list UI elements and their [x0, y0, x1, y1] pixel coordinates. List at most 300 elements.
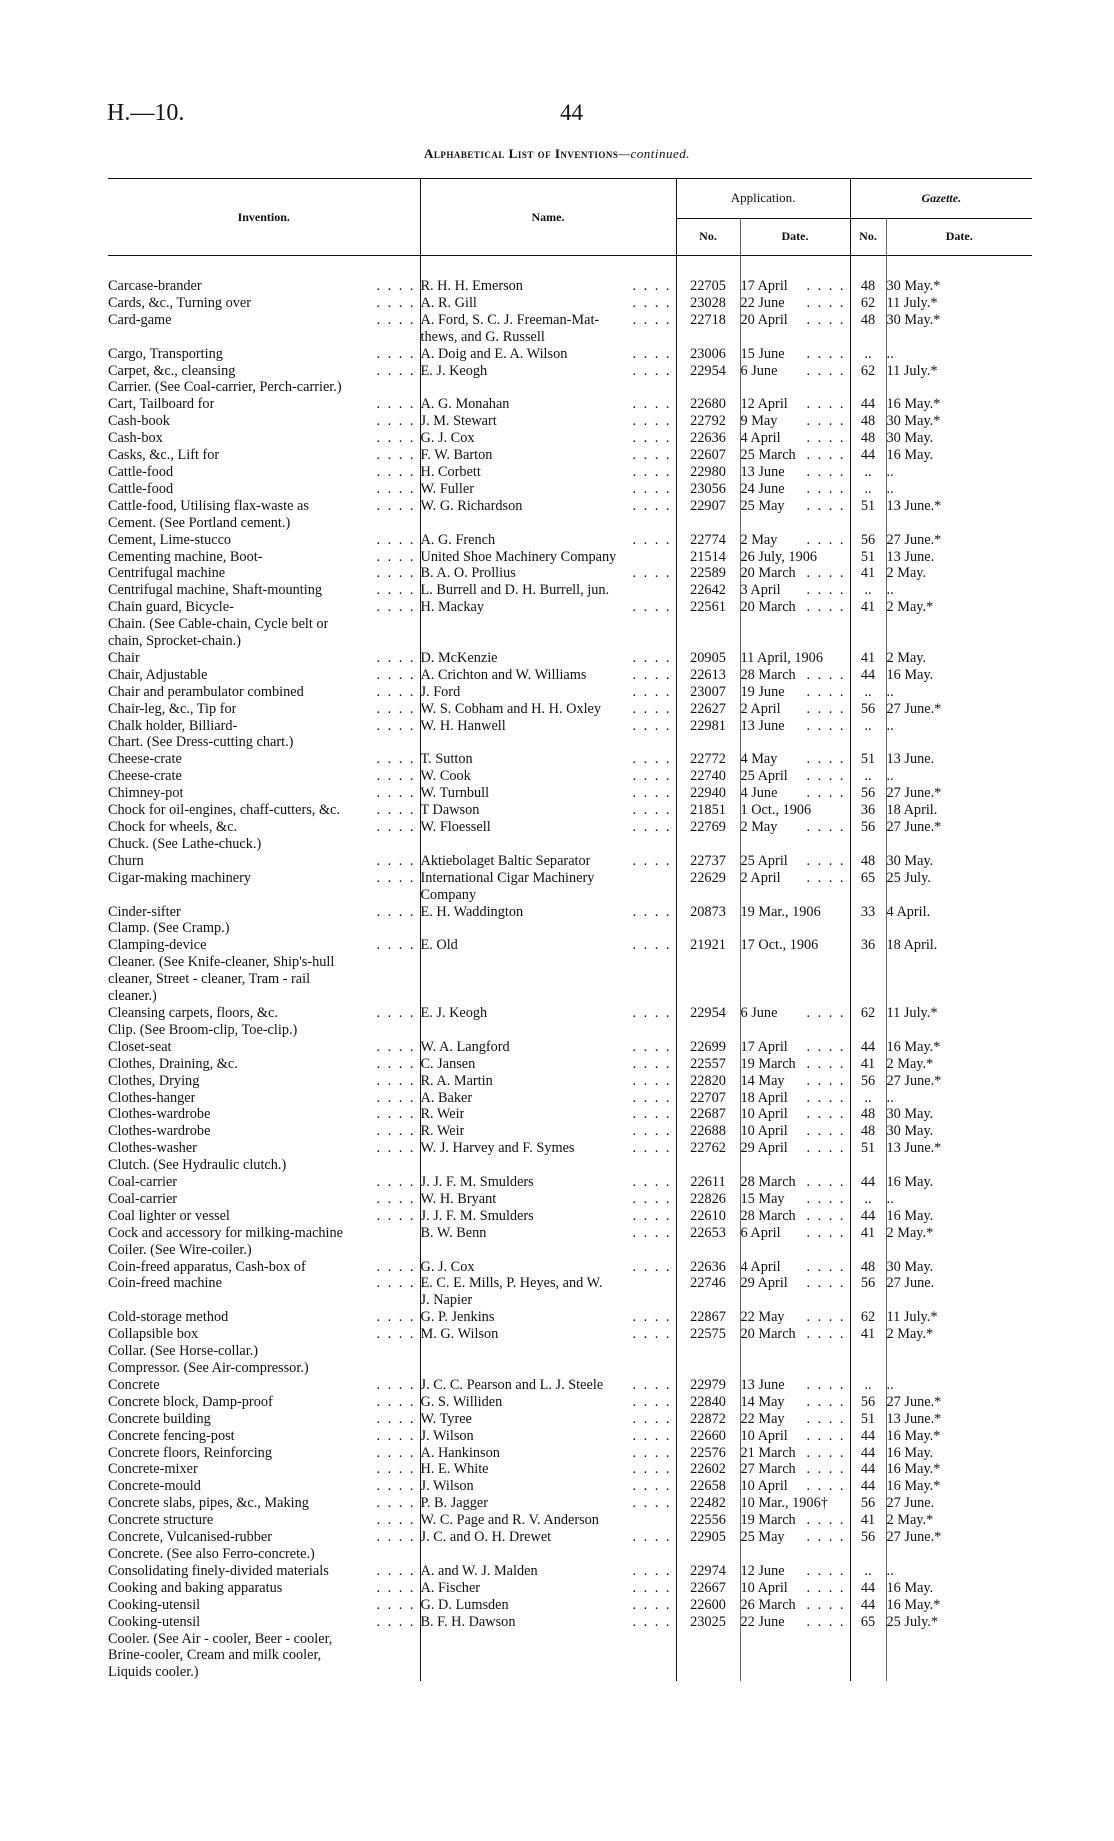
gazette-no-cell: 62: [860, 1309, 876, 1326]
name-cell: A. Ford, S. C. J. Freeman-Mat-: [420, 311, 600, 328]
invention-cell: Cold-storage method: [108, 1309, 229, 1326]
app-date-cell: 20 March: [740, 565, 796, 582]
dot-leader: . . . .: [376, 345, 416, 362]
table-row: [108, 650, 1032, 667]
table-row: [108, 633, 1032, 650]
app-no-cell: 22974: [690, 1562, 726, 1579]
app-date-cell: 12 June: [740, 1562, 785, 1579]
name-cell: United Shoe Machinery Company: [420, 548, 617, 565]
invention-cell: Concrete floors, Reinforcing: [108, 1444, 272, 1461]
name-cell: J. Napier: [420, 1292, 473, 1309]
app-no-cell: 20905: [690, 649, 726, 666]
dot-leader: . . . .: [632, 1123, 672, 1140]
app-no-cell: 22907: [690, 497, 726, 514]
dot-leader: . . . .: [376, 1055, 416, 1072]
table-row: [108, 1461, 1032, 1478]
invention-cell: Cattle-food, Utilising flax-waste as: [108, 497, 309, 514]
dot-leader: . . . .: [376, 683, 416, 700]
invention-cell: Cart, Tailboard for: [108, 396, 215, 413]
invention-cell: Concrete. (See also Ferro-concrete.): [108, 1545, 315, 1562]
app-no-cell: 22980: [690, 463, 726, 480]
gazette-date-cell: ..: [886, 1376, 894, 1393]
app-no-cell: 22867: [690, 1309, 726, 1326]
table-row: [108, 1191, 1032, 1208]
app-no-cell: 22557: [690, 1055, 726, 1072]
invention-cell: Cattle-food: [108, 463, 174, 480]
app-date-cell: 29 April: [740, 1140, 788, 1157]
table-row: [108, 718, 1032, 735]
app-date-cell: 17 April: [740, 1038, 788, 1055]
invention-cell: Collapsible box: [108, 1326, 199, 1343]
app-no-cell: 22575: [690, 1326, 726, 1343]
app-no-cell: 22687: [690, 1106, 726, 1123]
gazette-date-cell: 27 June.: [886, 1495, 935, 1512]
dot-leader: . . . .: [632, 1376, 672, 1393]
app-date-cell: 12 April: [740, 396, 788, 413]
gazette-no-cell: 48: [860, 311, 876, 328]
table-row: [108, 1022, 1032, 1039]
gazette-no-cell: ..: [864, 480, 872, 497]
dot-leader: . . . .: [376, 649, 416, 666]
dot-leader: . . . .: [376, 1106, 416, 1123]
gazette-date-cell: ..: [886, 1190, 894, 1207]
dot-leader: . . . .: [376, 582, 416, 599]
dot-leader: . . . .: [632, 1562, 672, 1579]
app-date-cell: 2 May: [740, 819, 778, 835]
dot-leader: . . . .: [376, 1258, 416, 1275]
dot-leader: . . . .: [806, 785, 846, 802]
name-cell: G. S. Williden: [420, 1393, 503, 1410]
name-cell: A. R. Gill: [420, 294, 477, 311]
app-date-cell: 21 March: [740, 1444, 796, 1461]
invention-cell: cleaner.): [108, 988, 157, 1005]
dot-leader: . . . .: [806, 1562, 846, 1579]
app-no-cell: 22820: [690, 1072, 726, 1089]
gazette-date-cell: 4 April.: [886, 903, 931, 920]
name-cell: W. H. Bryant: [420, 1190, 497, 1207]
dot-leader: . . . .: [376, 1495, 416, 1512]
dot-leader: . . . .: [632, 1410, 672, 1427]
dot-leader: . . . .: [376, 447, 416, 464]
gazette-no-cell: 56: [860, 1529, 876, 1546]
caption-suffix: —continued.: [618, 146, 690, 161]
invention-cell: Chalk holder, Billiard-: [108, 717, 238, 734]
gazette-no-cell: 48: [860, 1106, 876, 1123]
column-header-app-no: No.: [676, 218, 740, 256]
dot-leader: . . . .: [806, 700, 846, 717]
dot-leader: . . . .: [632, 785, 672, 802]
table-row: [108, 363, 1032, 380]
gazette-no-cell: ..: [864, 1376, 872, 1393]
invention-cell: Concrete-mixer: [108, 1461, 198, 1478]
dot-leader: . . . .: [632, 1613, 672, 1630]
gazette-date-cell: 27 June.*: [886, 1072, 942, 1089]
app-no-cell: 22636: [690, 430, 726, 447]
invention-cell: Brine-cooler, Cream and milk cooler,: [108, 1647, 322, 1664]
name-cell: W. Cook: [420, 768, 471, 785]
gazette-no-cell: 41: [860, 565, 876, 582]
gazette-no-cell: 48: [860, 852, 876, 869]
table-row: [108, 1512, 1032, 1529]
name-cell: W. Tyree: [420, 1410, 472, 1427]
invention-cell: Churn: [108, 852, 144, 869]
dot-leader: . . . .: [376, 463, 416, 480]
app-no-cell: 23025: [690, 1613, 726, 1630]
invention-cell: Carcase-brander: [108, 278, 202, 294]
invention-cell: Cigar-making machinery: [108, 869, 252, 886]
gazette-date-cell: 30 May.: [886, 852, 934, 869]
table-row: [108, 1106, 1032, 1123]
dot-leader: . . . .: [632, 1529, 672, 1546]
dot-leader: . . . .: [806, 751, 846, 768]
column-header-name: Name.: [420, 179, 676, 256]
dot-leader: . . . .: [376, 1174, 416, 1191]
table-row: [108, 329, 1032, 346]
dot-leader: . . . .: [806, 683, 846, 700]
app-no-cell: 22718: [690, 311, 726, 328]
invention-cell: Chock for wheels, &c.: [108, 819, 238, 835]
app-no-cell: 22688: [690, 1123, 726, 1140]
name-cell: E. C. E. Mills, P. Heyes, and W.: [420, 1275, 603, 1292]
dot-leader: . . . .: [806, 294, 846, 311]
gazette-date-cell: 30 May.*: [886, 278, 941, 294]
dot-leader: . . . .: [632, 278, 672, 294]
dot-leader: . . . .: [376, 717, 416, 734]
dot-leader: . . . .: [806, 413, 846, 430]
gazette-date-cell: 25 July.: [886, 869, 931, 886]
invention-cell: Clothes, Drying: [108, 1072, 200, 1089]
app-date-cell: 10 April: [740, 1579, 788, 1596]
gazette-label: Gazette.: [921, 190, 962, 205]
invention-cell: Chair, Adjustable: [108, 666, 208, 683]
invention-cell: Clamp. (See Cramp.): [108, 920, 230, 937]
table-row: [108, 1394, 1032, 1411]
table-row: [108, 1157, 1032, 1174]
dot-leader: . . . .: [376, 1275, 416, 1292]
app-date-cell: 19 March: [740, 1055, 796, 1072]
gazette-no-cell: 44: [860, 1461, 876, 1478]
table-row: [108, 920, 1032, 937]
app-no-cell: 22762: [690, 1140, 726, 1157]
gazette-no-cell: 56: [860, 700, 876, 717]
dot-leader: . . . .: [632, 565, 672, 582]
app-no-cell: 22772: [690, 751, 726, 768]
invention-cell: Cash-box: [108, 430, 163, 447]
app-no-cell: 22613: [690, 666, 726, 683]
app-date-cell: 28 March: [740, 1207, 796, 1224]
gazette-date-cell: 2 May.*: [886, 599, 934, 616]
table-row: [108, 1123, 1032, 1140]
name-cell: E. J. Keogh: [420, 1004, 488, 1021]
gazette-date-cell: 27 June.*: [886, 531, 942, 548]
table-row: [108, 1597, 1032, 1614]
gazette-no-cell: 51: [860, 1410, 876, 1427]
dot-leader: . . . .: [806, 1579, 846, 1596]
dot-leader: . . . .: [806, 1376, 846, 1393]
app-date-cell: 10 April: [740, 1478, 788, 1495]
name-cell: J. J. F. M. Smulders: [420, 1207, 534, 1224]
app-date-cell: 4 April: [740, 430, 781, 447]
dot-leader: . . . .: [376, 480, 416, 497]
dot-leader: . . . .: [806, 1393, 846, 1410]
invention-cell: Coin-freed apparatus, Cash-box of: [108, 1258, 306, 1275]
app-no-cell: 22954: [690, 362, 726, 379]
invention-cell: Cooking and baking apparatus: [108, 1579, 283, 1596]
table-row: [108, 498, 1032, 515]
gazette-date-cell: 13 June.: [886, 751, 935, 768]
gazette-no-cell: 44: [860, 1596, 876, 1613]
gazette-date-cell: 2 May.*: [886, 1055, 934, 1072]
table-row: [108, 515, 1032, 532]
app-no-cell: 22746: [690, 1275, 726, 1292]
name-cell: A. Baker: [420, 1089, 473, 1106]
gazette-no-cell: 48: [860, 430, 876, 447]
table-row: [108, 1546, 1032, 1563]
app-no-cell: 22658: [690, 1478, 726, 1495]
table-row: [108, 1039, 1032, 1056]
app-date-cell: 20 March: [740, 1326, 796, 1343]
gazette-no-cell: 56: [860, 531, 876, 548]
table-row: [108, 684, 1032, 701]
gazette-date-cell: 30 May.*: [886, 413, 941, 430]
table-row: [108, 379, 1032, 396]
app-date-cell: 3 April: [740, 582, 781, 599]
gazette-no-cell: 56: [860, 785, 876, 802]
invention-cell: Consolidating finely-divided materials: [108, 1562, 329, 1579]
dot-leader: . . . .: [632, 311, 672, 328]
gazette-date-cell: 2 May.*: [886, 1512, 934, 1529]
gazette-date-cell: 27 June.: [886, 1275, 935, 1292]
gazette-no-cell: 41: [860, 1512, 876, 1529]
gazette-no-cell: 41: [860, 1224, 876, 1241]
table-row: [108, 701, 1032, 718]
dot-leader: . . . .: [806, 1055, 846, 1072]
invention-cell: Cleaner. (See Knife-cleaner, Ship's-hull: [108, 954, 335, 971]
dot-leader: . . . .: [806, 819, 846, 835]
dot-leader: . . . .: [632, 1190, 672, 1207]
table-row: [108, 447, 1032, 464]
dot-leader: . . . .: [376, 497, 416, 514]
app-no-cell: 22602: [690, 1461, 726, 1478]
dot-leader: . . . .: [376, 1512, 416, 1529]
dot-leader: . . . .: [806, 869, 846, 886]
table-row: [108, 870, 1032, 887]
name-cell: H. Mackay: [420, 599, 485, 616]
gazette-date-cell: 16 May.*: [886, 1427, 941, 1444]
app-date-cell: 17 Oct., 1906: [740, 937, 819, 954]
dot-leader: . . . .: [806, 565, 846, 582]
dot-leader: . . . .: [632, 1072, 672, 1089]
invention-cell: Coal-carrier: [108, 1190, 178, 1207]
dot-leader: . . . .: [376, 852, 416, 869]
name-cell: G. P. Jenkins: [420, 1309, 495, 1326]
table-row: [108, 1580, 1032, 1597]
invention-cell: Cooler. (See Air - cooler, Beer - cooler,: [108, 1630, 333, 1647]
dot-leader: . . . .: [806, 1004, 846, 1021]
gazette-no-cell: 56: [860, 1275, 876, 1292]
table-row: [108, 937, 1032, 954]
dot-leader: . . . .: [806, 463, 846, 480]
dot-leader: . . . .: [632, 700, 672, 717]
gazette-no-cell: ..: [864, 768, 872, 785]
name-cell: A. G. French: [420, 531, 496, 548]
name-cell: W. Fuller: [420, 480, 474, 497]
dot-leader: . . . .: [632, 463, 672, 480]
name-cell: Aktiebolaget Baltic Separator: [420, 852, 591, 869]
gazette-date-cell: 18 April.: [886, 802, 938, 819]
gazette-date-cell: 27 June.*: [886, 819, 942, 835]
dot-leader: . . . .: [632, 294, 672, 311]
dot-leader: . . . .: [632, 903, 672, 920]
app-date-cell: 13 June: [740, 1376, 785, 1393]
table-row: [108, 853, 1032, 870]
name-cell: A. G. Monahan: [420, 396, 510, 413]
name-cell: P. B. Jagger: [420, 1495, 489, 1512]
gazette-no-cell: 41: [860, 1326, 876, 1343]
dot-leader: . . . .: [632, 1004, 672, 1021]
app-no-cell: 22660: [690, 1427, 726, 1444]
name-cell: International Cigar Machinery: [420, 869, 595, 886]
dot-leader: . . . .: [806, 1461, 846, 1478]
table-row: [108, 413, 1032, 430]
invention-cell: Cattle-food: [108, 480, 174, 497]
app-no-cell: 22680: [690, 396, 726, 413]
dot-leader: . . . .: [376, 903, 416, 920]
dot-leader: . . . .: [806, 1207, 846, 1224]
dot-leader: . . . .: [632, 819, 672, 835]
table-row: [108, 565, 1032, 582]
table-row: [108, 1631, 1032, 1648]
gazette-date-cell: 2 May.: [886, 649, 927, 666]
dot-leader: . . . .: [376, 311, 416, 328]
dot-leader: . . . .: [376, 937, 416, 954]
gazette-date-cell: 13 June.*: [886, 1140, 942, 1157]
app-no-cell: 22792: [690, 413, 726, 430]
table-row: [108, 1208, 1032, 1225]
name-cell: T Dawson: [420, 802, 480, 819]
table-row: [108, 1664, 1032, 1681]
gazette-no-cell: 65: [860, 869, 876, 886]
app-date-cell: 26 March: [740, 1596, 796, 1613]
gazette-no-cell: 44: [860, 1444, 876, 1461]
table-row: [108, 1056, 1032, 1073]
table-row: [108, 1360, 1032, 1377]
app-date-cell: 18 April: [740, 1089, 788, 1106]
dot-leader: . . . .: [806, 1410, 846, 1427]
dot-leader: . . . .: [632, 1258, 672, 1275]
invention-cell: Concrete, Vulcanised-rubber: [108, 1529, 273, 1546]
invention-cell: Cock and accessory for milking-machine: [108, 1224, 344, 1241]
dot-leader: . . . .: [806, 1512, 846, 1529]
gazette-date-cell: 2 May.*: [886, 1224, 934, 1241]
dot-leader: . . . .: [806, 362, 846, 379]
gazette-date-cell: 30 May.: [886, 1106, 934, 1123]
column-header-invention: Invention.: [108, 179, 420, 256]
table-row: [108, 887, 1032, 904]
dot-leader: . . . .: [376, 396, 416, 413]
dot-leader: . . . .: [632, 480, 672, 497]
name-cell: E. H. Waddington: [420, 903, 524, 920]
gazette-date-cell: 16 May.: [886, 666, 934, 683]
name-cell: B. F. H. Dawson: [420, 1613, 516, 1630]
gazette-date-cell: 2 May.: [886, 565, 927, 582]
dot-leader: . . . .: [632, 768, 672, 785]
dot-leader: . . . .: [376, 1529, 416, 1546]
dot-leader: . . . .: [376, 869, 416, 886]
page-section-code: H.—10.: [107, 100, 185, 126]
column-header-gaz-no: No.: [850, 218, 886, 256]
invention-cell: Casks, &c., Lift for: [108, 447, 220, 464]
table-row: [108, 1529, 1032, 1546]
name-cell: W. S. Cobham and H. H. Oxley: [420, 700, 602, 717]
invention-cell: Carpet, &c., cleansing: [108, 362, 236, 379]
dot-leader: . . . .: [376, 1410, 416, 1427]
app-no-cell: 21851: [690, 802, 726, 819]
dot-leader: . . . .: [806, 599, 846, 616]
table-row: [108, 549, 1032, 566]
invention-cell: Clothes-washer: [108, 1140, 197, 1157]
app-date-cell: 17 April: [740, 278, 788, 294]
dot-leader: . . . .: [632, 1055, 672, 1072]
app-no-cell: 22905: [690, 1529, 726, 1546]
dot-leader: . . . .: [806, 531, 846, 548]
name-cell: W. J. Harvey and F. Symes: [420, 1140, 575, 1157]
table-row: [108, 1242, 1032, 1259]
table-row: [108, 1495, 1032, 1512]
dot-leader: . . . .: [632, 1326, 672, 1343]
table-row: [108, 1275, 1032, 1292]
invention-cell: Clip. (See Broom-clip, Toe-clip.): [108, 1021, 298, 1038]
gazette-no-cell: 44: [860, 1174, 876, 1191]
dot-leader: . . . .: [806, 311, 846, 328]
invention-cell: Concrete structure: [108, 1512, 214, 1529]
dot-leader: . . . .: [376, 1478, 416, 1495]
invention-cell: Chock for oil-engines, chaff-cutters, &c.: [108, 802, 340, 819]
invention-cell: Concrete block, Damp-proof: [108, 1393, 273, 1410]
gazette-no-cell: 56: [860, 1072, 876, 1089]
dot-leader: . . . .: [376, 413, 416, 430]
gazette-date-cell: 11 July.*: [886, 362, 938, 379]
table-row: [108, 1377, 1032, 1394]
name-cell: B. W. Benn: [420, 1224, 487, 1241]
app-date-cell: 6 June: [740, 1004, 778, 1021]
app-date-cell: 28 March: [740, 666, 796, 683]
table-row: [108, 1614, 1032, 1631]
dot-leader: . . . .: [806, 582, 846, 599]
gazette-no-cell: 44: [860, 1579, 876, 1596]
dot-leader: . . . .: [806, 666, 846, 683]
invention-cell: Cinder-sifter: [108, 903, 181, 920]
invention-cell: Cash-book: [108, 413, 170, 430]
gazette-no-cell: 44: [860, 1478, 876, 1495]
table-row: [108, 971, 1032, 988]
dot-leader: . . . .: [376, 700, 416, 717]
dot-leader: . . . .: [376, 819, 416, 835]
gazette-no-cell: ..: [864, 463, 872, 480]
app-no-cell: 20873: [690, 903, 726, 920]
dot-leader: . . . .: [632, 1427, 672, 1444]
app-no-cell: 22642: [690, 582, 726, 599]
gazette-date-cell: 16 May.: [886, 1444, 934, 1461]
gazette-date-cell: 27 June.*: [886, 785, 942, 802]
name-cell: R. Weir: [420, 1123, 465, 1140]
gazette-no-cell: 65: [860, 1613, 876, 1630]
table-body: [108, 256, 1032, 1682]
gazette-date-cell: 16 May.: [886, 447, 934, 464]
gazette-no-cell: 33: [860, 903, 876, 920]
table-row: [108, 1292, 1032, 1309]
dot-leader: . . . .: [632, 1495, 672, 1512]
